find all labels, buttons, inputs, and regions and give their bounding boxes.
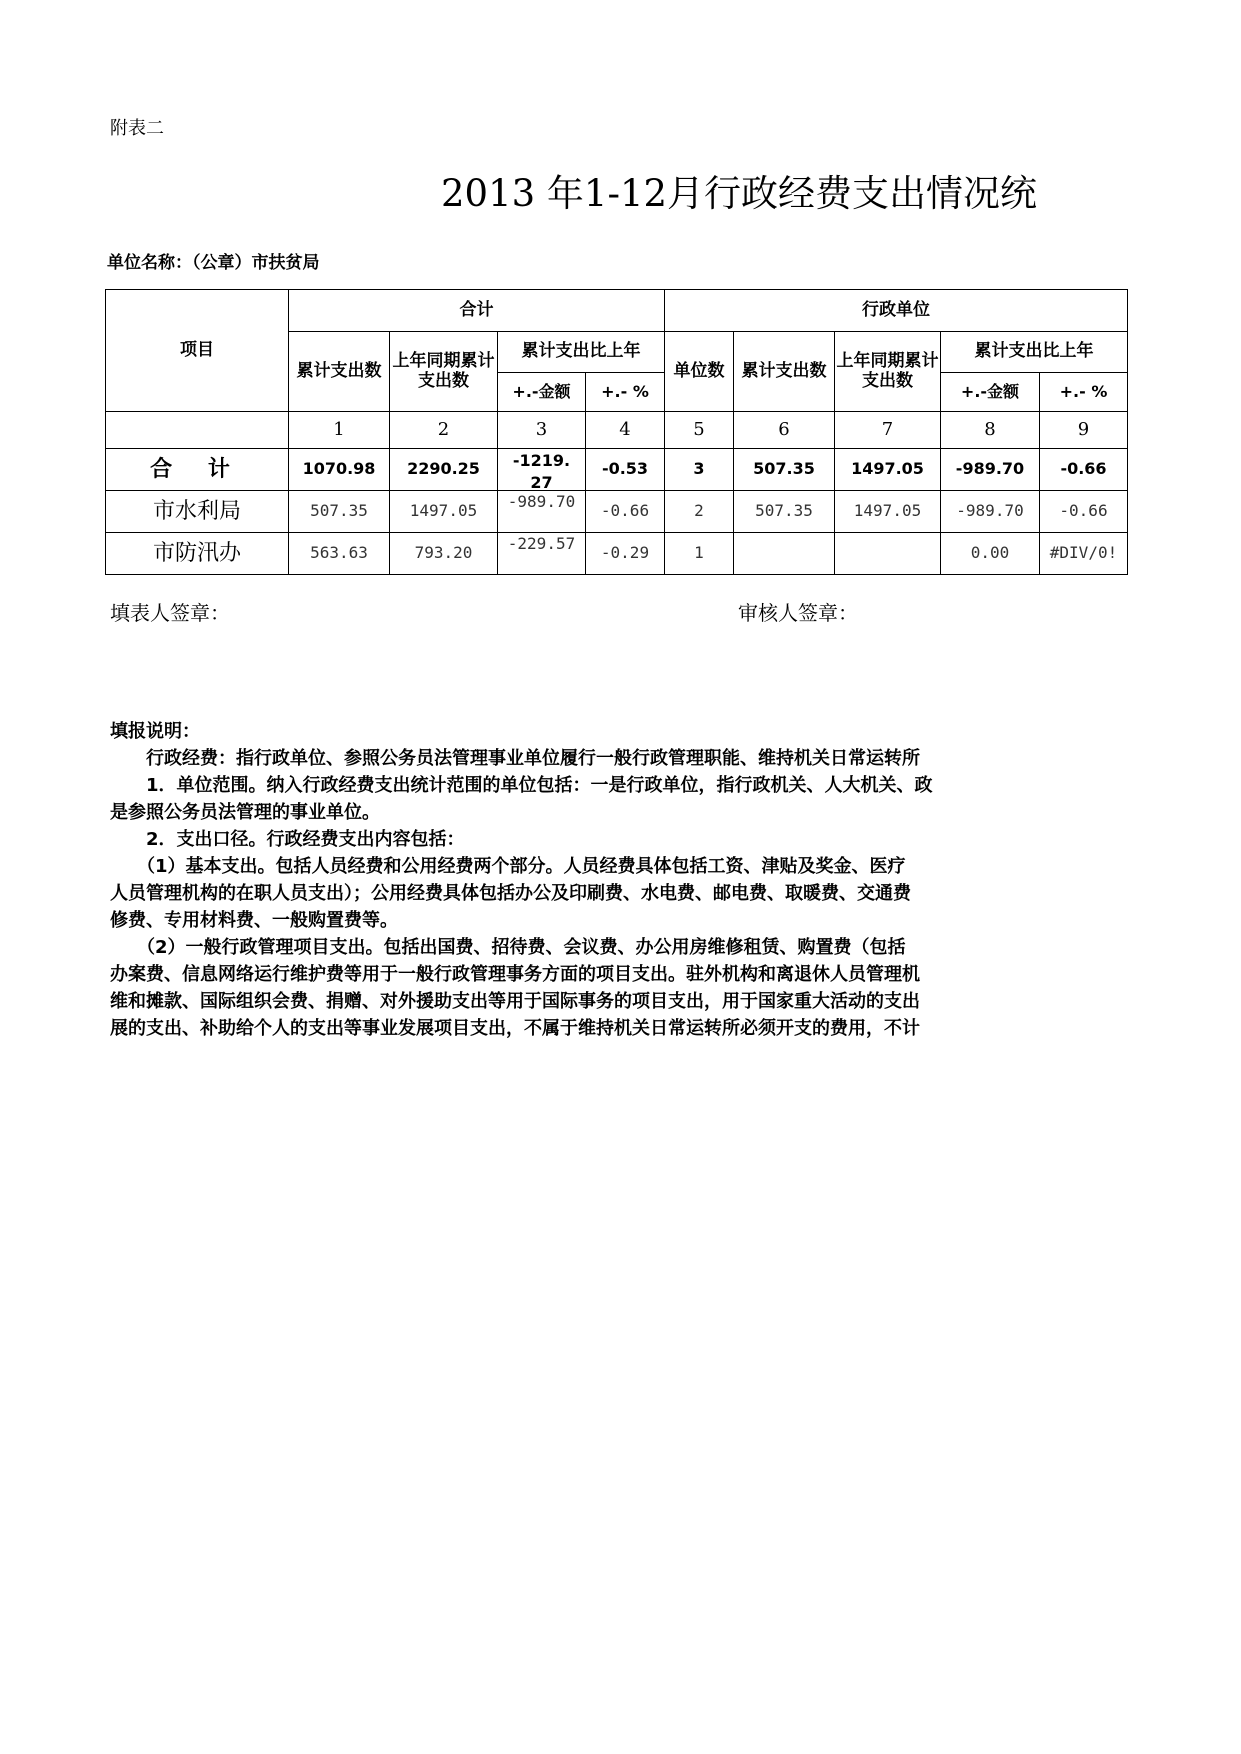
- notes-line: 维和摊款、国际组织会费、捐赠、对外援助支出等用于国际事务的项目支出，用于国家重大活动的支出: [110, 991, 920, 1012]
- page-title: 2013 年1-12月行政经费支出情况统: [441, 172, 1038, 215]
- header-admin-cum-expense: 累计支出数: [734, 332, 835, 412]
- header-unit-count: 单位数: [665, 332, 734, 412]
- index-cell: 3: [498, 412, 586, 449]
- index-cell: 5: [665, 412, 734, 449]
- header-admin-prev-cum-expense: 上年同期累计支出数: [835, 332, 941, 412]
- cell-value: -989.70: [498, 491, 586, 533]
- cell-value: 507.35: [734, 449, 835, 491]
- header-diff-pct: +.- %: [586, 373, 665, 412]
- row-label: 市水利局: [106, 491, 289, 533]
- cell-value: 0.00: [941, 533, 1040, 575]
- notes-line: （1）基本支出。包括人员经费和公用经费两个部分。人员经费具体包括工资、津贴及奖金、医疗: [110, 856, 906, 877]
- index-cell: 1: [289, 412, 390, 449]
- cell-value: 1497.05: [390, 491, 498, 533]
- notes-line: 修费、专用材料费、一般购置费等。: [110, 910, 398, 931]
- header-group-total: 合计: [289, 290, 665, 332]
- header-cum-vs-last: 累计支出比上年: [498, 332, 665, 373]
- cell-value: -0.29: [586, 533, 665, 575]
- header-cum-expense: 累计支出数: [289, 332, 390, 412]
- table-row-total: [106, 449, 1128, 491]
- notes-line: 展的支出、补助给个人的支出等事业发展项目支出，不属于维持机关日常运转所必须开支的费用，不计: [110, 1018, 920, 1039]
- cell-value: -0.66: [1040, 491, 1128, 533]
- notes-line: 2．支出口径。行政经费支出内容包括：: [110, 829, 465, 850]
- notes-line: 人员管理机构的在职人员支出）；公用经费具体包括办公及印刷费、水电费、邮电费、取暖费、交通费: [110, 883, 911, 904]
- notes-line: 是参照公务员法管理的事业单位。: [110, 802, 380, 823]
- notes-line: 行政经费：指行政单位、参照公务员法管理事业单位履行一般行政管理职能、维持机关日常运转所: [110, 748, 920, 769]
- row-label: 合 计: [106, 449, 289, 491]
- index-cell: 9: [1040, 412, 1128, 449]
- notes-line: 1．单位范围。纳入行政经费支出统计范围的单位包括：一是行政单位，指行政机关、人大机关、政: [110, 775, 933, 796]
- cell-value: 1: [665, 533, 734, 575]
- index-cell: 6: [734, 412, 835, 449]
- notes-line: （2）一般行政管理项目支出。包括出国费、招待费、会议费、办公用房维修租赁、购置费（包括: [110, 937, 906, 958]
- unit-name: 单位名称：（公章）市扶贫局: [107, 253, 320, 273]
- cell-value: [835, 533, 941, 575]
- index-cell: 4: [586, 412, 665, 449]
- index-row: [106, 412, 1128, 449]
- header-item: 项目: [106, 290, 289, 412]
- cell-value: 1497.05: [835, 449, 941, 491]
- cell-value: 507.35: [734, 491, 835, 533]
- notes-line: 办案费、信息网络运行维护费等用于一般行政管理事务方面的项目支出。驻外机构和离退休人员管理机: [110, 964, 920, 985]
- index-cell: 8: [941, 412, 1040, 449]
- cell-value: -989.70: [941, 491, 1040, 533]
- header-diff-amount: +.-金额: [498, 373, 586, 412]
- expense-table: [105, 289, 1128, 575]
- cell-value-wrapped: [498, 449, 586, 491]
- cell-value: 507.35: [289, 491, 390, 533]
- cell-value: -989.70: [941, 449, 1040, 491]
- cell-value: [734, 533, 835, 575]
- index-cell: 2: [390, 412, 498, 449]
- cell-value: 793.20: [390, 533, 498, 575]
- reviewer-signature-label: 审核人签章：: [738, 601, 858, 625]
- cell-value: 1070.98: [289, 449, 390, 491]
- index-cell-blank: [106, 412, 289, 449]
- cell-value: -1219.27: [512, 450, 571, 490]
- table-row: [106, 491, 1128, 533]
- notes-heading: 填报说明：: [110, 721, 200, 742]
- table-row: [106, 533, 1128, 575]
- cell-value: 1497.05: [835, 491, 941, 533]
- appendix-label: 附表二: [110, 118, 164, 139]
- cell-value: 563.63: [289, 533, 390, 575]
- cell-value: -229.57: [498, 533, 586, 575]
- cell-value: #DIV/0!: [1040, 533, 1128, 575]
- cell-value: -0.66: [1040, 449, 1128, 491]
- header-admin-diff-pct: +.- %: [1040, 373, 1128, 412]
- cell-value: 2: [665, 491, 734, 533]
- header-admin-diff-amount: +.-金额: [941, 373, 1040, 412]
- cell-value: -0.66: [586, 491, 665, 533]
- index-cell: 7: [835, 412, 941, 449]
- row-label: 市防汛办: [106, 533, 289, 575]
- header-prev-cum-expense: 上年同期累计支出数: [390, 332, 498, 412]
- header-group-admin: 行政单位: [665, 290, 1128, 332]
- filler-signature-label: 填表人签章：: [110, 601, 230, 625]
- cell-value: -0.53: [586, 449, 665, 491]
- header-admin-cum-vs-last: 累计支出比上年: [941, 332, 1128, 373]
- cell-value: 2290.25: [390, 449, 498, 491]
- filing-notes: [110, 718, 1128, 1042]
- cell-value: 3: [665, 449, 734, 491]
